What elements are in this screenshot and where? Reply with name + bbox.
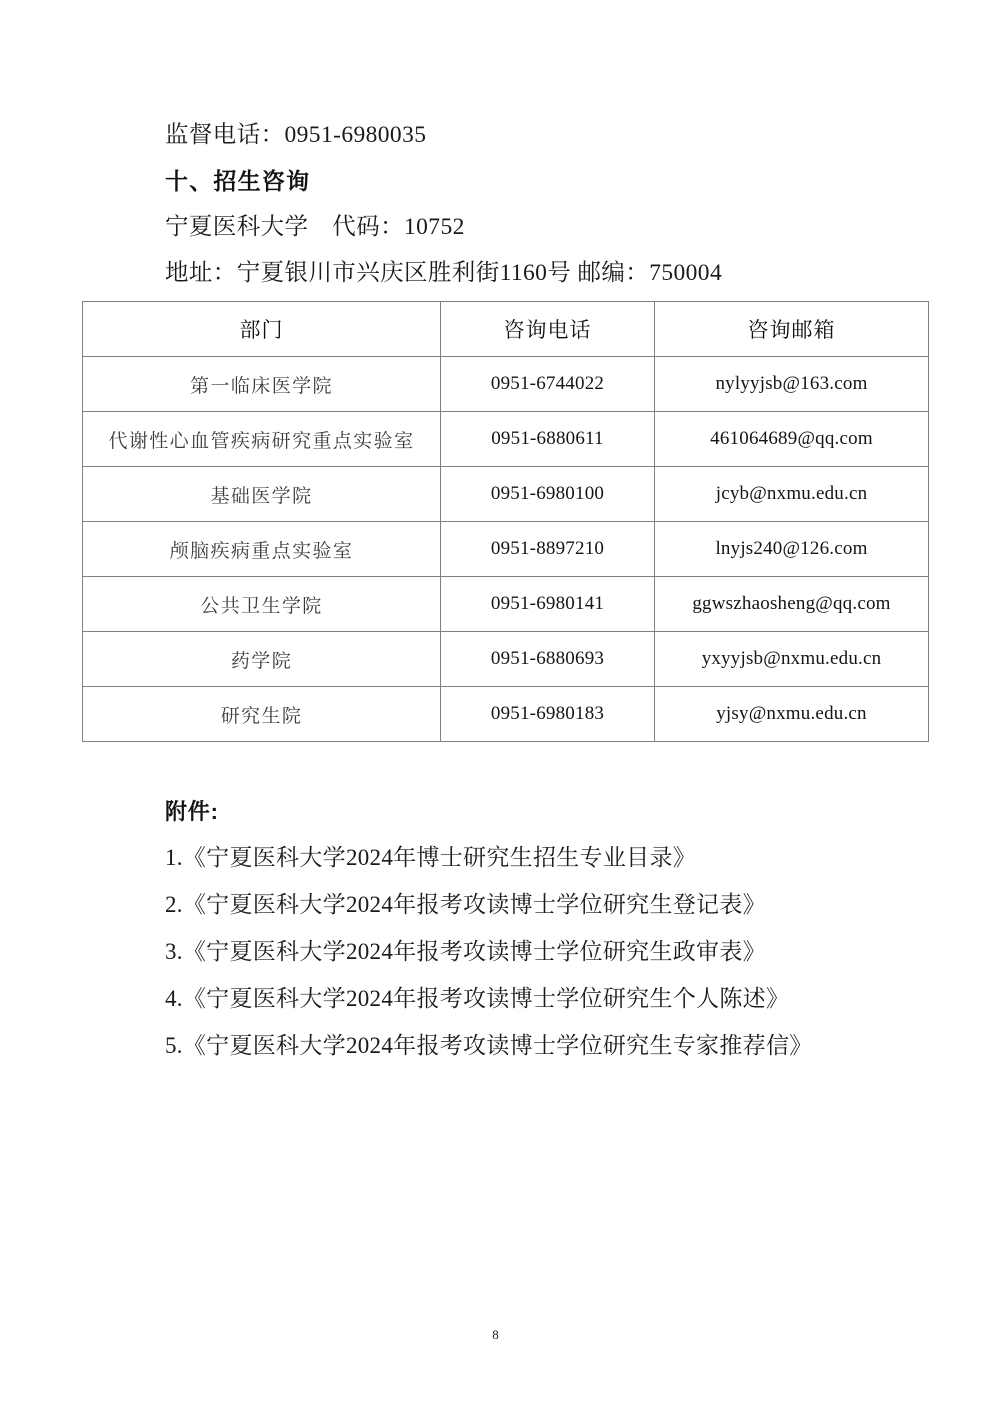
university-code-line: 宁夏医科大学 代码：10752 [165, 214, 465, 240]
attachment-item: 3.《宁夏医科大学2024年报考攻读博士学位研究生政审表》 [165, 939, 766, 964]
cell-department: 基础医学院 [83, 467, 441, 522]
cell-email: nylyyjsb@163.com [655, 357, 929, 412]
cell-phone: 0951-6744022 [441, 357, 655, 412]
table-body [83, 357, 929, 742]
cell-phone: 0951-6880693 [441, 632, 655, 687]
supervision-phone-line: 监督电话：0951-6980035 [165, 122, 427, 148]
table-row [83, 357, 929, 412]
cell-department: 代谢性心血管疾病研究重点实验室 [83, 412, 441, 467]
cell-department: 颅脑疾病重点实验室 [83, 522, 441, 577]
column-header-phone: 咨询电话 [441, 302, 655, 357]
contact-table-container [82, 301, 928, 742]
cell-department: 公共卫生学院 [83, 577, 441, 632]
section-heading-admissions-consultation: 十、招生咨询 [165, 168, 311, 194]
cell-email: lnyjs240@126.com [655, 522, 929, 577]
table-row [83, 632, 929, 687]
attachment-item: 2.《宁夏医科大学2024年报考攻读博士学位研究生登记表》 [165, 892, 766, 917]
attachment-item: 5.《宁夏医科大学2024年报考攻读博士学位研究生专家推荐信》 [165, 1033, 813, 1058]
cell-email: 461064689@qq.com [655, 412, 929, 467]
attachment-item: 1.《宁夏医科大学2024年博士研究生招生专业目录》 [165, 845, 697, 870]
cell-phone: 0951-8897210 [441, 522, 655, 577]
table-row [83, 687, 929, 742]
cell-email: yjsy@nxmu.edu.cn [655, 687, 929, 742]
table-header [83, 302, 929, 357]
table-row [83, 467, 929, 522]
cell-department: 研究生院 [83, 687, 441, 742]
cell-phone: 0951-6980183 [441, 687, 655, 742]
table-header-row [83, 302, 929, 357]
cell-phone: 0951-6880611 [441, 412, 655, 467]
cell-phone: 0951-6980100 [441, 467, 655, 522]
address-postcode-line: 地址：宁夏银川市兴庆区胜利街1160号 邮编：750004 [165, 260, 723, 286]
table-row [83, 412, 929, 467]
cell-email: yxyyjsb@nxmu.edu.cn [655, 632, 929, 687]
cell-department: 第一临床医学院 [83, 357, 441, 412]
attachment-item: 4.《宁夏医科大学2024年报考攻读博士学位研究生个人陈述》 [165, 986, 790, 1011]
table-row [83, 577, 929, 632]
page-number: 8 [492, 1327, 499, 1342]
column-header-email: 咨询邮箱 [655, 302, 929, 357]
column-header-department: 部门 [83, 302, 441, 357]
cell-phone: 0951-6980141 [441, 577, 655, 632]
contact-table [82, 301, 929, 742]
table-row [83, 522, 929, 577]
intro-text-block [165, 112, 945, 296]
cell-email: ggwszhaosheng@qq.com [655, 577, 929, 632]
cell-email: jcyb@nxmu.edu.cn [655, 467, 929, 522]
attachments-section [165, 790, 955, 1069]
cell-department: 药学院 [83, 632, 441, 687]
attachments-title: 附件: [165, 799, 219, 824]
